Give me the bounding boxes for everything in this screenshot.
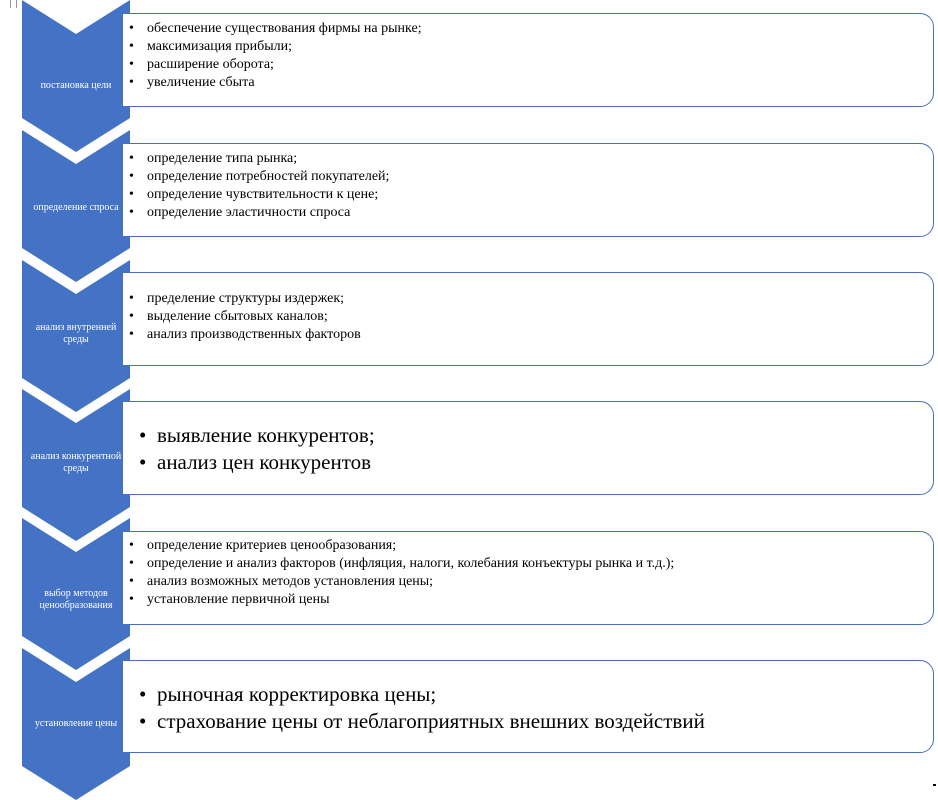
step-3-list — [123, 290, 933, 344]
list-item: • определение и анализ факторов (инфляция, налоги, колебания конъектуры рынка и т.д.); — [129, 555, 933, 573]
list-item: • обеспечение существования фирмы на рынке; — [129, 20, 933, 38]
list-item: • страхование цены от неблагоприятных внешних воздействий — [139, 708, 933, 735]
list-item: • установление первичной цены — [129, 591, 933, 609]
list-item: • увеличение сбыта — [129, 74, 933, 92]
top-left-mark — [10, 0, 17, 8]
step-4-list — [123, 422, 933, 476]
step-6-list — [123, 681, 933, 735]
list-item: • рыночная корректировка цены; — [139, 681, 933, 708]
list-item: • определение потребностей покупателей; — [129, 168, 933, 186]
step-1-card — [122, 13, 934, 107]
list-item: • выявление конкурентов; — [139, 422, 933, 449]
list-item: • пределение структуры издержек; — [129, 290, 933, 308]
step-2-card — [122, 143, 934, 237]
list-item: • анализ цен конкурентов — [139, 449, 933, 476]
list-item: • определение чувствительности к цене; — [129, 186, 933, 204]
step-5-label: выбор методов ценообразования — [39, 588, 113, 611]
step-6-label: установление цены — [34, 718, 118, 729]
list-item: • определение эластичности спроса — [129, 204, 933, 222]
step-5-card — [122, 531, 934, 625]
step-4-card — [122, 401, 934, 495]
step-6-chevron — [22, 648, 130, 800]
step-5-list — [123, 537, 933, 609]
list-item: • определение типа рынка; — [129, 150, 933, 168]
list-item: • максимизация прибыли; — [129, 38, 933, 56]
step-2-list — [123, 150, 933, 222]
list-item: • определение критериев ценообразования; — [129, 537, 933, 555]
step-1-list — [123, 20, 933, 92]
step-4-label: анализ конкурентной среды — [30, 451, 122, 474]
step-1-label: постановка цели — [40, 80, 112, 91]
step-3-card — [122, 272, 934, 366]
list-item: • выделение сбытовых каналов; — [129, 308, 933, 326]
list-item: • расширение оборота; — [129, 56, 933, 74]
list-item: • анализ возможных методов установления цены; — [129, 573, 933, 591]
list-item: • анализ производственных факторов — [129, 326, 933, 344]
corner-mark — [933, 784, 936, 786]
step-2-label: определение спроса — [33, 202, 119, 213]
step-6-card — [122, 660, 934, 753]
step-3-label: анализ внутренней среды — [35, 322, 117, 345]
